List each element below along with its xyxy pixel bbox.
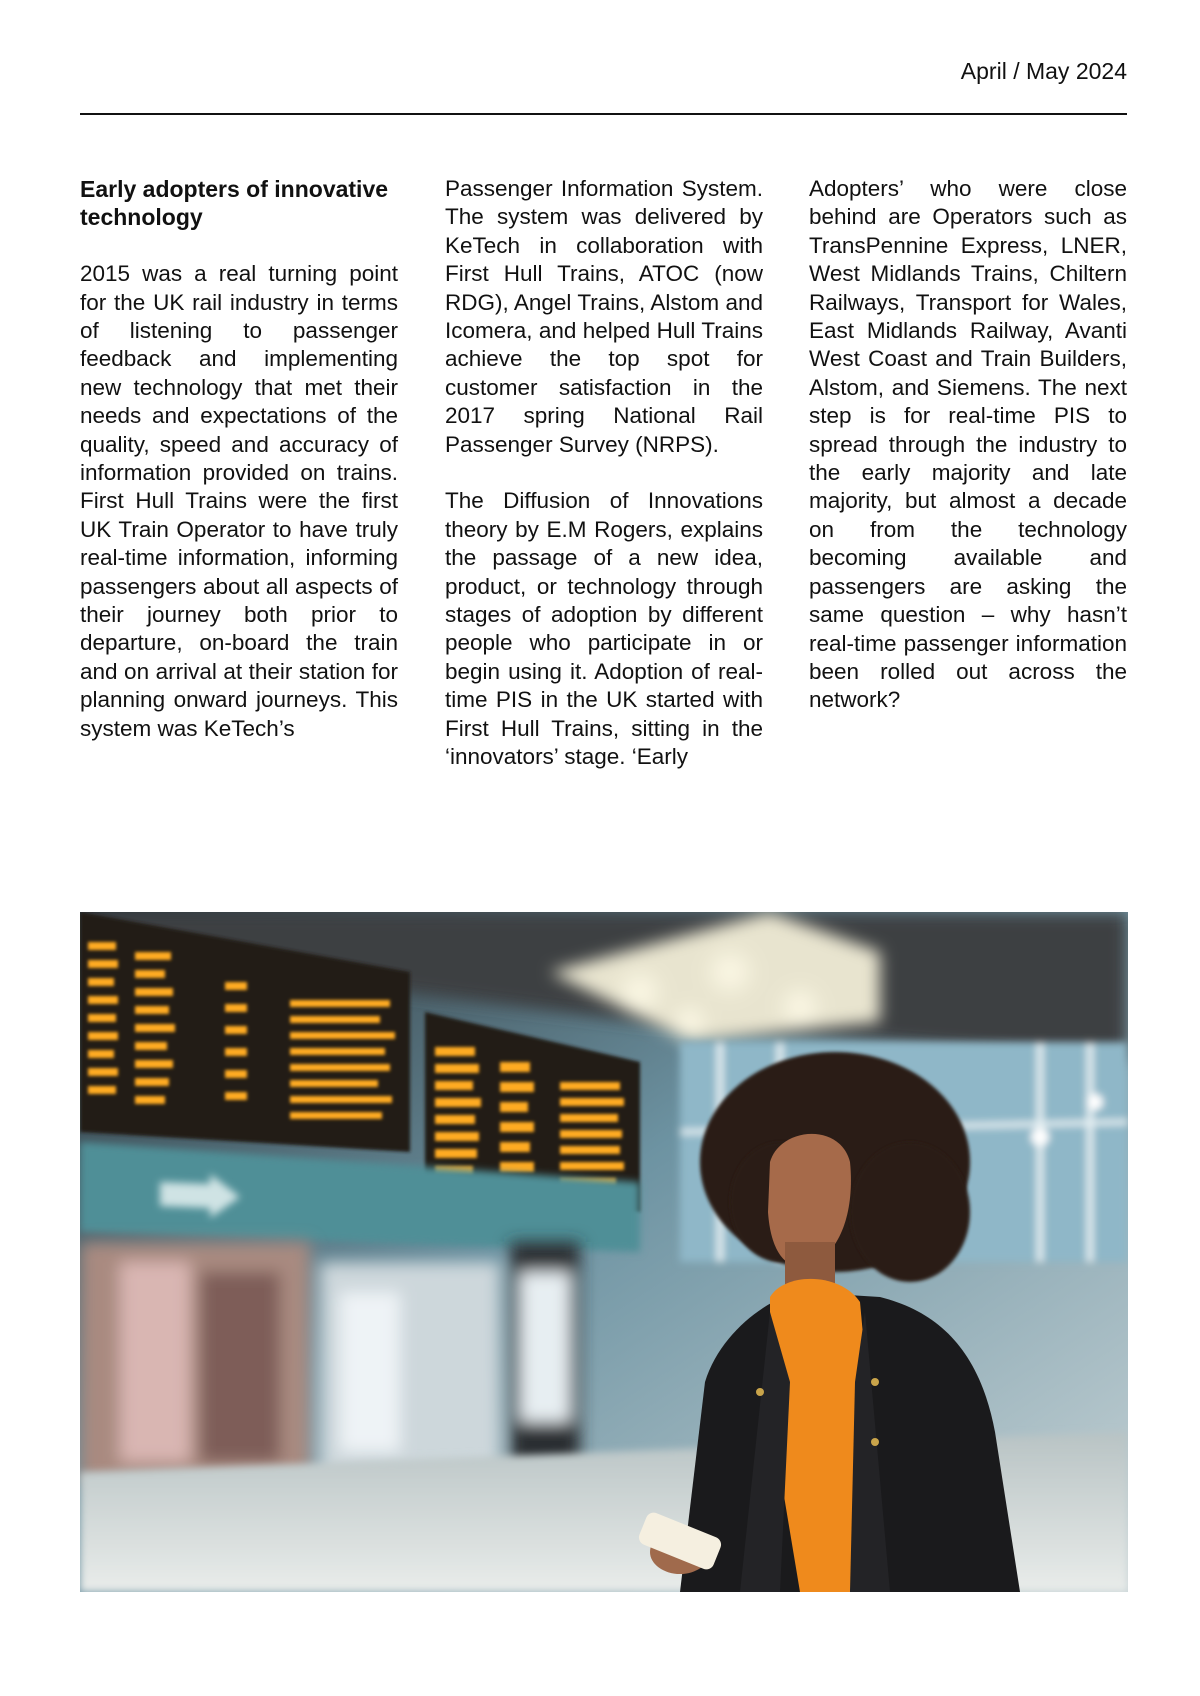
header-divider: [80, 113, 1127, 115]
paragraph-text: The Diffusion of Innovations theory by E.M Rogers, explains the passage of a new idea, product, or technology through stages of adoption by different people who participate in or begin using it. Adoption of real-time PIS in the UK started with First Hull Trains, sitting in the ‘innovators’ stage. ‘Early: [445, 488, 763, 770]
paragraph-text: 2015 was a real turning point for the UK rail industry in terms of listening to passenger feedback and implementing new technology that met their needs and expectations of the quality, speed and accuracy of information provided on trains. First Hull Trains were the first UK Train Operator to have truly real-time information, informing passengers about all aspects of their journey both prior to departure, on-board the train and on arrival at their station for planning onward journeys. This system was KeTech’s: [80, 261, 398, 741]
issue-date: April / May 2024: [960, 58, 1127, 84]
section-heading: Early adopters of innovative technology: [80, 176, 389, 231]
paragraph-text: Adopters’ who were close behind are Operators such as TransPennine Express, LNER, West Midlands Trains, Chiltern Railways, Transport for Wales, East Midlands Railway, Avanti West Coast and Train Builders, Alstom, and Siemens. The next step is for real-time PIS to spread through the industry to the early majority and late majority, but almost a decade on from the technology becoming available and passengers are asking the same question – why hasn’t real-time passenger information been rolled out across the network?: [809, 176, 1127, 713]
article-column-1: [80, 175, 398, 772]
photo-illustration: [80, 912, 1128, 1592]
station-passenger-photo: [80, 912, 1128, 1592]
article-column-3: [809, 175, 1127, 743]
paragraph-text: Passenger Information System. The system was delivered by KeTech in collaboration with First Hull Trains, ATOC (now RDG), Angel Trains, Alstom and Icomera, and helped Hull Trains achieve the top spot for customer satisfaction in the 2017 spring National Rail Passenger Survey (NRPS).: [445, 176, 763, 457]
article-column-2: [445, 175, 763, 800]
